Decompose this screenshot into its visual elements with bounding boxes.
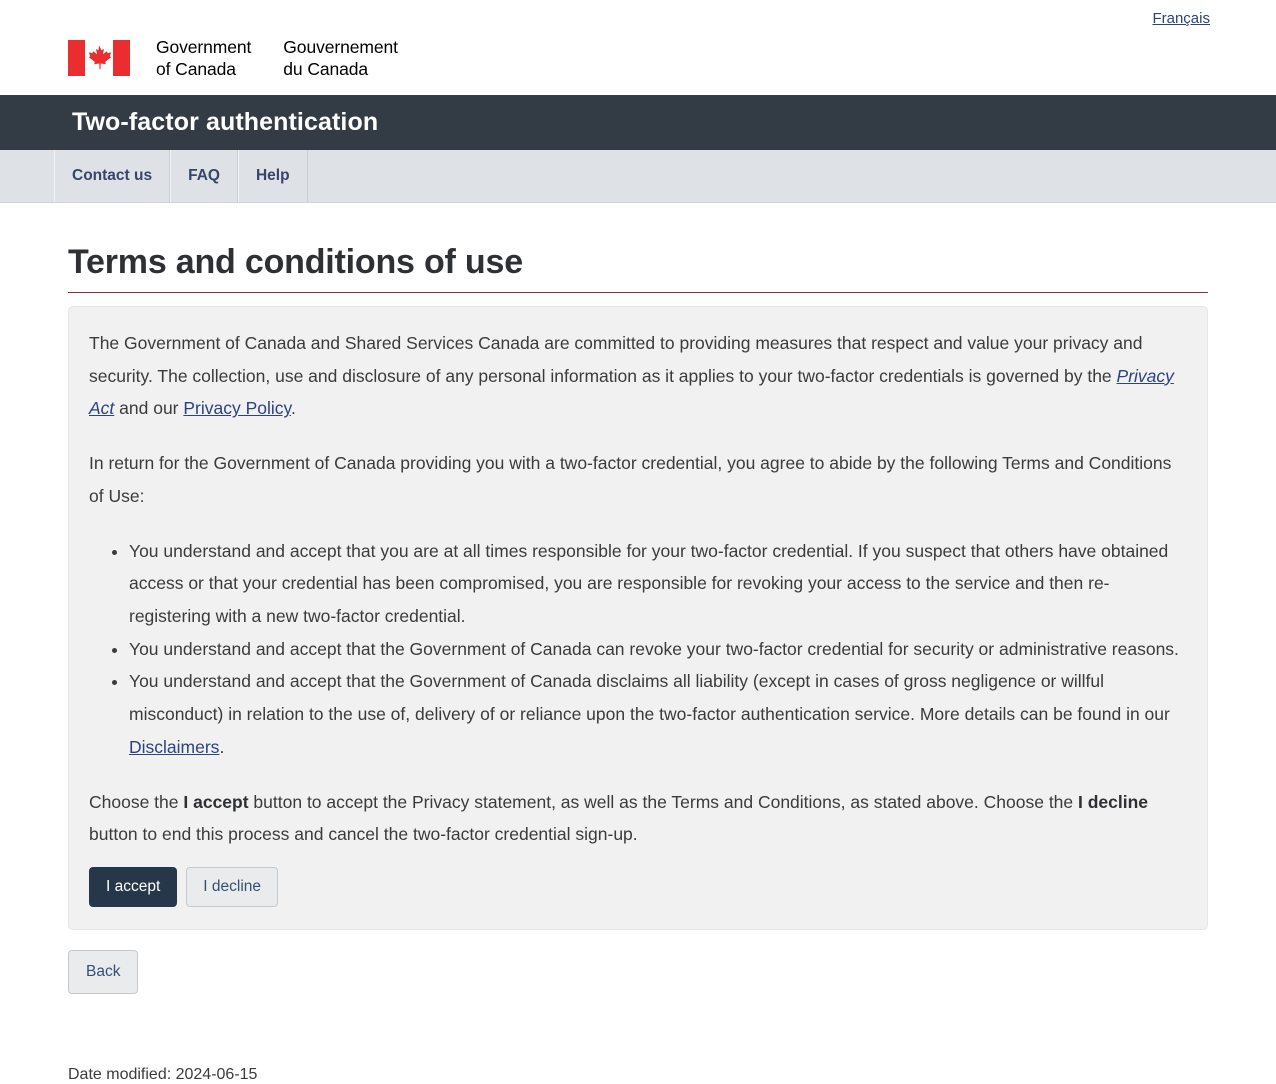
nav-item-label: Help <box>255 167 290 184</box>
intro-paragraph <box>89 327 1185 425</box>
terms-action-buttons <box>89 867 1185 907</box>
terms-panel <box>68 306 1208 930</box>
terms-bullet-item: • You understand and accept that the Government of Canada can revoke your two-factor credential for security or administrative reasons. <box>129 633 1185 666</box>
back-button-wrapper <box>0 950 1276 994</box>
wordmark-en-line1: Government <box>156 37 252 57</box>
disclaimer-text-part2: . <box>219 736 225 757</box>
disclaimer-text-part1: You understand and accept that the Government of Canada disclaims all liability (except in cases of gross negligence or willful misconduct) in relation to the use of, delivery of or reliance upon the two-factor authentication service. More details can be found in our <box>129 671 1170 725</box>
wordmark-en-line2: of Canada <box>156 59 236 80</box>
wordmark-english <box>156 36 251 81</box>
return-paragraph: In return for the Government of Canada providing you with a two-factor credential, you agree to abide by the following Terms and Conditions of Use: <box>89 453 1172 506</box>
privacy-policy-link[interactable]: Privacy Policy <box>183 398 291 419</box>
privacy-act-link[interactable]: Privacy Act <box>89 365 1174 419</box>
back-button[interactable]: Back <box>68 950 138 994</box>
date-modified: Date modified: 2024-06-15 <box>68 1065 258 1083</box>
choose-text-part3: button to end this process and cancel the two-factor credential sign-up. <box>89 824 638 845</box>
accept-emphasis: I accept <box>183 791 249 812</box>
terms-bullet-list <box>89 535 1185 764</box>
nav-item-label: Contact us <box>72 167 153 184</box>
page-title: Terms and conditions of use <box>68 243 523 281</box>
disclaimers-link[interactable]: Disclaimers <box>129 736 220 757</box>
decline-emphasis: I decline <box>1078 791 1149 812</box>
nav-item-faq[interactable] <box>170 150 238 202</box>
intro-text-part3: . <box>291 398 296 419</box>
wordmark-fr-line1: Gouvernement <box>283 37 398 57</box>
main-content <box>0 203 1276 930</box>
wordmark-fr-line2: du Canada <box>283 59 369 80</box>
app-title: Two-factor authentication <box>72 108 379 136</box>
wordmark-french <box>283 36 398 81</box>
government-of-canada-wordmark <box>68 36 398 81</box>
intro-text-part1: The Government of Canada and Shared Services Canada are committed to providing measures that respect and value your privacy and security. The collection, use and disclosure of any personal information as it applies to your two-factor credentials is governed by the <box>89 333 1143 386</box>
accept-button[interactable]: I accept <box>89 867 177 907</box>
decline-button[interactable]: I decline <box>186 867 278 907</box>
nav-item-contact-us[interactable] <box>54 150 170 202</box>
terms-bullet-item: • You understand and accept that you are at all times responsible for your two-factor credential. If you suspect that others have obtained access or that your credential has been compromised, you are responsible for revoking your access to the service and then re-registering with a new two-factor credential. <box>129 535 1185 633</box>
site-navigation <box>0 150 1276 203</box>
choose-paragraph <box>89 786 1185 851</box>
nav-item-label: FAQ <box>188 167 220 184</box>
brand-bar <box>0 0 1276 95</box>
title-underline-rule <box>68 292 1208 293</box>
choose-text-part2: button to accept the Privacy statement, as well as the Terms and Conditions, as stated above. Choose the <box>248 791 1079 812</box>
app-banner <box>0 95 1276 150</box>
terms-bullet-item-disclaimer <box>129 665 1185 763</box>
choose-text-part1: Choose the <box>89 791 184 812</box>
nav-item-help[interactable] <box>238 150 308 202</box>
language-toggle-link[interactable]: Français <box>1152 10 1210 27</box>
canada-flag-icon <box>68 40 130 76</box>
intro-text-part2: and our <box>114 398 184 419</box>
wordmark-text <box>156 36 398 81</box>
page-footer <box>0 1066 1276 1084</box>
